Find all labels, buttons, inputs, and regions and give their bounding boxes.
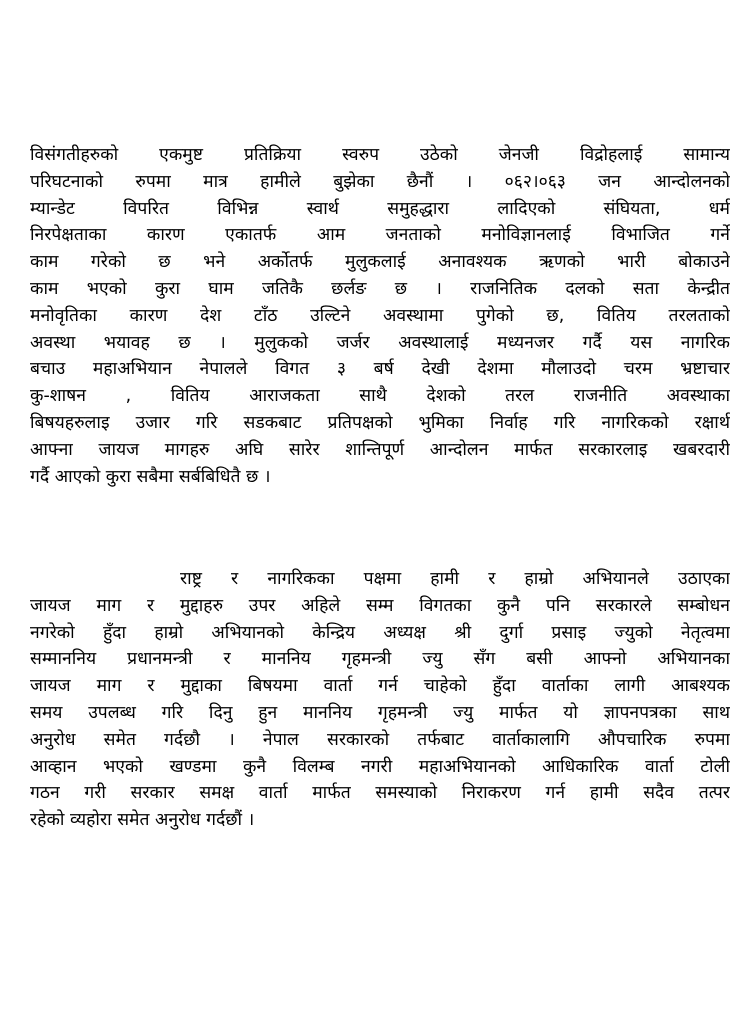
paragraph-2-line: जायज माग र मुद्दाहरु उपर अहिले सम्म विगतका कुनै पनि सरकारले सम्बोधन xyxy=(30,595,730,616)
paragraph-2-line: रहेको व्यहोरा समेत अनुरोध गर्दछौं । xyxy=(30,810,255,831)
paragraph-1-line: परिघटनाको रुपमा मात्र हामीले बुझेका छैनौं । ०६२।०६३ जन आन्दोलनको xyxy=(30,171,730,192)
paragraph-1-line: बचाउ महाअभियान नेपालले विगत ३ बर्ष देखी देशमा मौलाउदो चरम भ्रष्टाचार xyxy=(30,359,730,380)
paragraph-1-line: आफ्ना जायज मागहरु अघि सारेर शान्तिपूर्ण आन्दोलन मार्फत सरकारलाइ खबरदारी xyxy=(30,439,730,460)
paragraph-1-line: मनोवृतिका कारण देश टाँठ उल्टिने अवस्थामा पुगेको छ, वितिय तरलताको xyxy=(30,305,730,326)
paragraph-1-line: गर्दै आएको कुरा सबैमा सर्बबिधितै छ । xyxy=(30,466,271,487)
paragraph-2-line: जायज माग र मुद्दाका बिषयमा वार्ता गर्न चाहेको हुँदा वार्ताका लागी आबश्यक xyxy=(30,676,730,697)
paragraph-1 xyxy=(30,142,730,490)
paragraph-1-line: विसंगतीहरुको एकमुष्ट प्रतिक्रिया स्वरुप उठेको जेनजी विद्रोहलाई सामान्य xyxy=(30,145,730,165)
paragraph-2-line: नगरेको हुँदा हाम्रो अभियानको केन्द्रिय अध्यक्ष श्री दुर्गा प्रसाइ ज्युको नेतृत्वमा xyxy=(30,622,730,643)
paragraph-1-line: काम भएको कुरा घाम जतिकै छर्लङ छ । राजनितिक दलको सता केन्द्रीत xyxy=(30,278,730,299)
paragraph-1-line: बिषयहरुलाइ उजार गरि सडकबाट प्रतिपक्षको भुमिका निर्वाह गरि नागरिकको रक्षार्थ xyxy=(30,412,730,433)
paragraph-2-line: गठन गरी सरकार समक्ष वार्ता मार्फत समस्याको निराकरण गर्न हामी सदैव तत्पर xyxy=(30,783,730,804)
paragraph-1-line: अवस्था भयावह छ । मुलुकको जर्जर अवस्थालाई मध्यनजर गर्दै यस नागरिक xyxy=(30,332,730,353)
paragraph-1-line: काम गरेको छ भने अर्कोतर्फ मुलुकलाई अनावश्यक ऋणको भारी बोकाउने xyxy=(30,252,730,273)
paragraph-2-line: समय उपलब्ध गरि दिनु हुन माननिय गृहमन्त्री ज्यु मार्फत यो ज्ञापनपत्रका साथ xyxy=(30,702,730,723)
paragraph-2 xyxy=(30,566,730,834)
paragraph-1-line: कु-शाषन , वितिय आराजकता साथै देशको तरल राजनीति अवस्थाका xyxy=(30,386,730,407)
paragraph-2-line: अनुरोध समेत गर्दछौ । नेपाल सरकारको तर्फबाट वार्ताकालागि औपचारिक रुपमा xyxy=(30,729,730,750)
paragraph-2-line: सम्माननिय प्रधानमन्त्री र माननिय गृहमन्त्री ज्यु सँग बसी आफ्नो अभियानका xyxy=(30,649,730,670)
paragraph-2-line: राष्ट्र र नागरिकका पक्षमा हामी र हाम्रो अभियानले उठाएका xyxy=(180,569,730,589)
paragraph-1-line: म्यान्डेट विपरित विभिन्न स्वार्थ समुहद्धारा लादिएको संघियता, धर्म xyxy=(30,198,730,219)
paragraph-2-line: आव्हान भएको खण्डमा कुनै विलम्ब नगरी महाअभियानको आधिकारिक वार्ता टोली xyxy=(30,756,730,777)
paragraph-1-line: निरपेक्षताका कारण एकातर्फ आम जनताको मनोविज्ञानलाई विभाजित गर्ने xyxy=(30,225,730,246)
